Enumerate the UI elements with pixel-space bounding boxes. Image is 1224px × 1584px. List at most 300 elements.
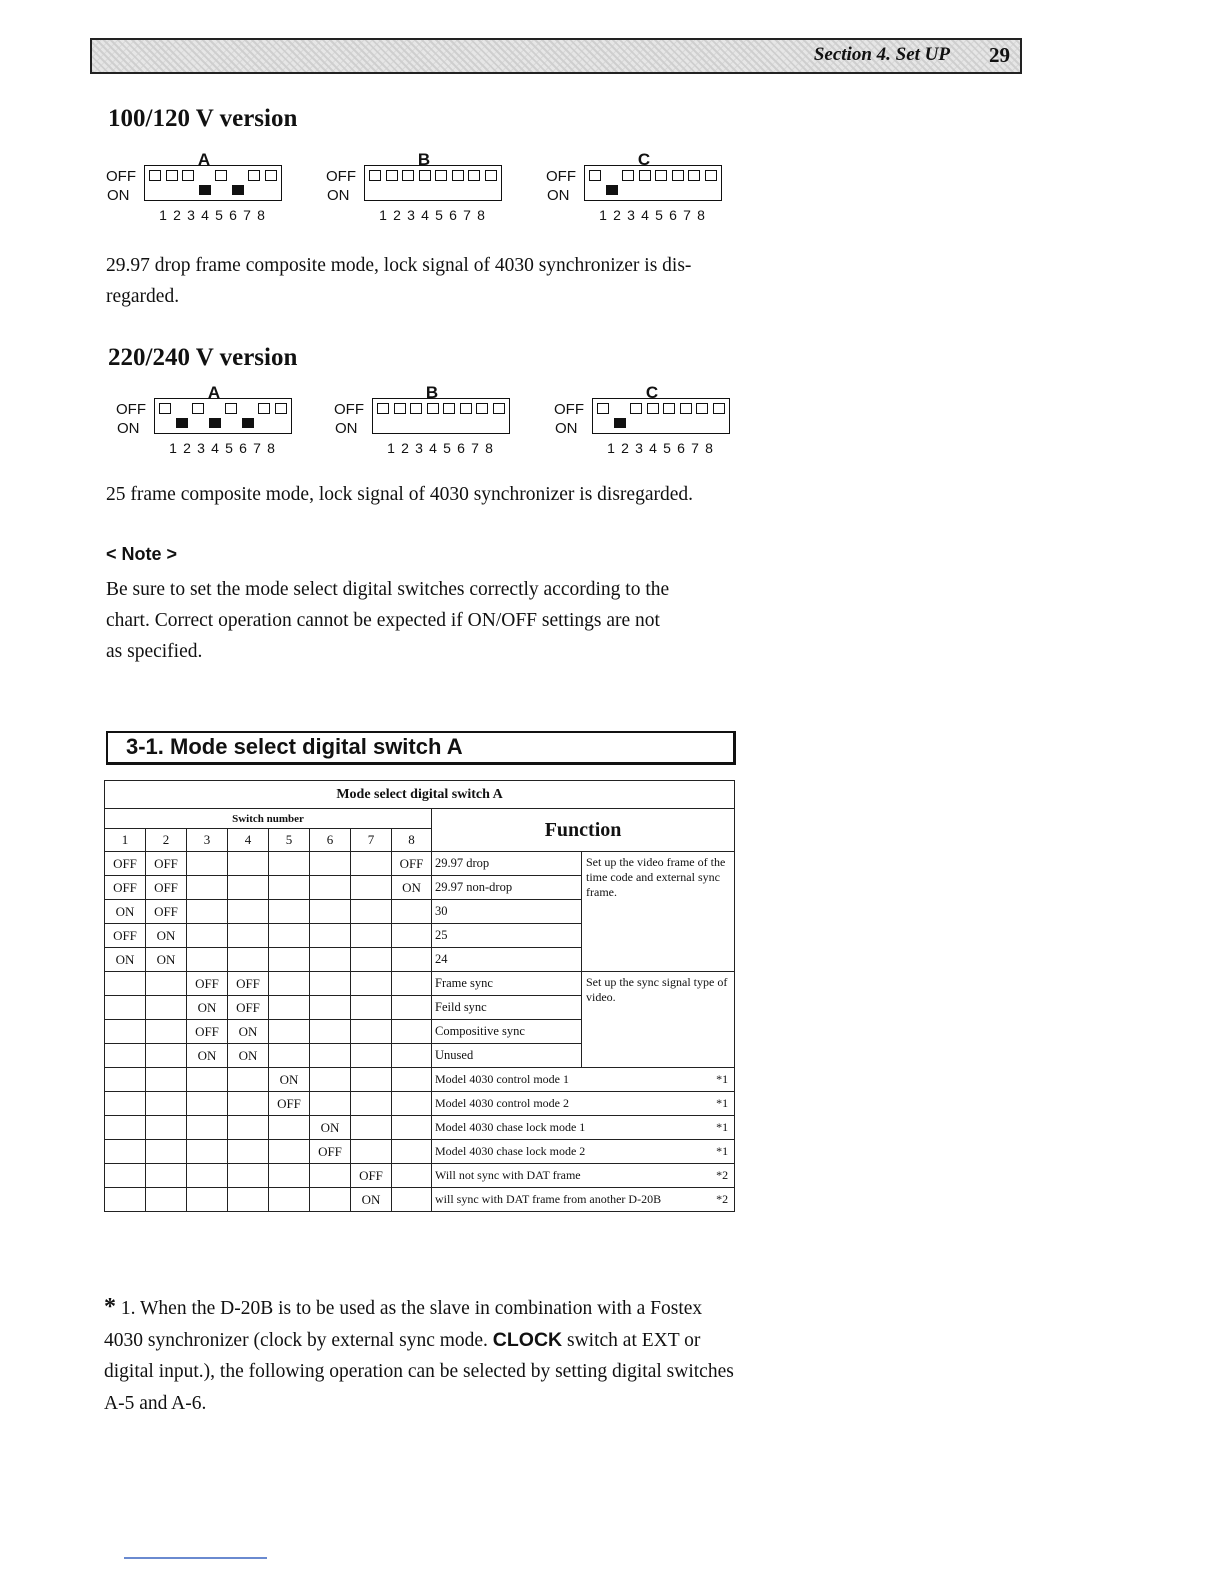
function-note: *2 xyxy=(716,1192,729,1206)
switch-setting-cell xyxy=(310,900,351,924)
frame-description: Set up the video frame of the time code and external sync frame. xyxy=(582,852,735,972)
switch-number: 8 xyxy=(477,207,485,223)
dip-position-3 xyxy=(402,170,414,181)
function-cell xyxy=(432,1068,735,1092)
dip-position-3 xyxy=(182,170,194,181)
switch-setting-cell: ON xyxy=(351,1188,392,1212)
switch-setting-cell xyxy=(269,972,310,996)
switch-setting-cell: OFF xyxy=(269,1092,310,1116)
note-line3: as specified. xyxy=(106,641,203,662)
switch-setting-cell xyxy=(269,852,310,876)
switch-col-header: 4 xyxy=(228,829,269,852)
dip-position-4 xyxy=(419,170,431,181)
page-header-bar xyxy=(90,38,1022,74)
switch-number: 1 xyxy=(607,440,615,456)
switch-setting-cell xyxy=(187,1068,228,1092)
switch-number: 2 xyxy=(401,440,409,456)
switch-number: 6 xyxy=(239,440,247,456)
switch-setting-cell xyxy=(187,1116,228,1140)
switch-on-label: ON xyxy=(547,187,570,204)
switch-setting-cell xyxy=(351,924,392,948)
switch-setting-cell xyxy=(310,1188,351,1212)
dip-position-6 xyxy=(232,185,244,195)
switch-setting-cell xyxy=(392,1092,432,1116)
switch-setting-cell xyxy=(392,1068,432,1092)
switch-number: 3 xyxy=(627,207,635,223)
switch-on-label: ON xyxy=(335,420,358,437)
switch-number: 8 xyxy=(257,207,265,223)
function-text: Model 4030 control mode 1 xyxy=(435,1072,569,1086)
switch-number: 2 xyxy=(183,440,191,456)
switch-on-label: ON xyxy=(555,420,578,437)
dip-position-8 xyxy=(705,170,717,181)
switch-setting-cell xyxy=(269,1116,310,1140)
switch-setting-cell xyxy=(269,876,310,900)
switch-setting-cell xyxy=(351,1092,392,1116)
dip-position-5 xyxy=(655,170,667,181)
switch-setting-cell xyxy=(269,1020,310,1044)
switch-setting-cell xyxy=(269,1188,310,1212)
function-cell: 25 xyxy=(432,924,582,948)
function-note: *1 xyxy=(716,1144,729,1158)
switch-setting-cell xyxy=(105,1164,146,1188)
dip-position-5 xyxy=(225,403,237,414)
footnote xyxy=(104,1292,744,1419)
switch-number: 6 xyxy=(457,440,465,456)
switch-setting-cell xyxy=(351,1140,392,1164)
switch-number: 3 xyxy=(197,440,205,456)
dip-position-7 xyxy=(476,403,488,414)
switch-setting-cell xyxy=(351,972,392,996)
switch-number: 4 xyxy=(649,440,657,456)
switch-setting-cell xyxy=(392,996,432,1020)
page-number: 29 xyxy=(989,43,1010,67)
switch-setting-cell xyxy=(310,1044,351,1068)
switch-setting-cell xyxy=(269,996,310,1020)
switch-col-header: 1 xyxy=(105,829,146,852)
dip-position-2 xyxy=(386,170,398,181)
switch-setting-cell xyxy=(392,948,432,972)
switch-setting-cell xyxy=(269,924,310,948)
switch-setting-cell: OFF xyxy=(187,972,228,996)
switch-number: 4 xyxy=(641,207,649,223)
dip-position-7 xyxy=(468,170,480,181)
switch-number: 2 xyxy=(613,207,621,223)
switch-setting-cell xyxy=(146,1140,187,1164)
dip-position-8 xyxy=(275,403,287,414)
switch-setting-cell xyxy=(392,1044,432,1068)
dip-position-5 xyxy=(215,170,227,181)
dip-position-4 xyxy=(639,170,651,181)
switch-setting-cell xyxy=(269,1164,310,1188)
function-cell: 29.97 non-drop xyxy=(432,876,582,900)
switch-number: 4 xyxy=(211,440,219,456)
dip-position-1 xyxy=(369,170,381,181)
switch-setting-cell xyxy=(392,1164,432,1188)
switch-setting-cell xyxy=(146,1116,187,1140)
function-cell: 29.97 drop xyxy=(432,852,582,876)
switch-setting-cell xyxy=(187,1164,228,1188)
dip-position-6 xyxy=(460,403,472,414)
switch-number: 1 xyxy=(599,207,607,223)
switch-number: 5 xyxy=(443,440,451,456)
table-row xyxy=(105,1068,735,1092)
switch-setting-cell xyxy=(351,852,392,876)
switch-setting-cell: ON xyxy=(105,948,146,972)
switch-number: 7 xyxy=(253,440,261,456)
caption-100v-line1: 29.97 drop frame composite mode, lock signal of 4030 synchronizer is dis- xyxy=(106,255,692,276)
switch-letter: A xyxy=(197,150,211,169)
switch-off-label: OFF xyxy=(334,401,364,418)
switch-setting-cell xyxy=(105,1092,146,1116)
switch-setting-cell xyxy=(105,1188,146,1212)
switch-setting-cell: ON xyxy=(146,924,187,948)
function-cell xyxy=(432,1092,735,1116)
function-cell: Feild sync xyxy=(432,996,582,1020)
footnote-star: * xyxy=(104,1294,116,1320)
switch-number: 8 xyxy=(705,440,713,456)
switch-number: 5 xyxy=(225,440,233,456)
switch-setting-cell xyxy=(228,1092,269,1116)
switch-number: 2 xyxy=(621,440,629,456)
switch-number: 2 xyxy=(173,207,181,223)
switch-setting-cell xyxy=(310,972,351,996)
switch-number: 1 xyxy=(169,440,177,456)
function-cell: Frame sync xyxy=(432,972,582,996)
switch-setting-cell xyxy=(146,1044,187,1068)
switch-setting-cell: OFF xyxy=(351,1164,392,1188)
switch-setting-cell xyxy=(105,996,146,1020)
switch-number: 1 xyxy=(379,207,387,223)
switch-number: 7 xyxy=(463,207,471,223)
table-row xyxy=(105,1140,735,1164)
switch-number: 6 xyxy=(449,207,457,223)
dip-position-2 xyxy=(614,418,626,428)
switch-setting-cell xyxy=(228,876,269,900)
switch-setting-cell: OFF xyxy=(146,900,187,924)
switch-letter: B xyxy=(417,150,431,169)
switch-number: 2 xyxy=(393,207,401,223)
switch-setting-cell xyxy=(228,900,269,924)
note-line1: Be sure to set the mode select digital switches correctly according to the xyxy=(106,579,670,600)
dip-position-4 xyxy=(209,418,221,428)
switch-setting-cell: OFF xyxy=(146,852,187,876)
dip-position-6 xyxy=(672,170,684,181)
switch-setting-cell xyxy=(105,1140,146,1164)
dip-position-2 xyxy=(606,185,618,195)
switch-on-label: ON xyxy=(327,187,350,204)
switch-col-header: 2 xyxy=(146,829,187,852)
table-row xyxy=(105,972,735,996)
switch-setting-cell xyxy=(392,900,432,924)
switch-body xyxy=(372,398,510,434)
switch-setting-cell xyxy=(392,1116,432,1140)
switch-setting-cell xyxy=(187,876,228,900)
switch-setting-cell xyxy=(310,1020,351,1044)
switch-setting-cell xyxy=(228,852,269,876)
switch-setting-cell xyxy=(187,1140,228,1164)
switch-setting-cell: OFF xyxy=(105,876,146,900)
switch-number: 3 xyxy=(187,207,195,223)
switch-setting-cell: OFF xyxy=(310,1140,351,1164)
switch-number-header: Switch number xyxy=(105,809,432,829)
dip-position-4 xyxy=(427,403,439,414)
switch-body xyxy=(584,165,722,201)
switch-number: 4 xyxy=(429,440,437,456)
switch-col-header: 7 xyxy=(351,829,392,852)
switch-col-header: 3 xyxy=(187,829,228,852)
switch-number: 4 xyxy=(421,207,429,223)
switch-setting-cell: ON xyxy=(146,948,187,972)
switch-number: 5 xyxy=(435,207,443,223)
dip-position-5 xyxy=(435,170,447,181)
switch-number: 8 xyxy=(267,440,275,456)
page-rule xyxy=(124,1557,267,1559)
switch-setting-cell xyxy=(392,924,432,948)
table-row xyxy=(105,1116,735,1140)
switch-number: 1 xyxy=(387,440,395,456)
switch-off-label: OFF xyxy=(546,168,576,185)
dip-position-7 xyxy=(248,170,260,181)
note-title: < Note > xyxy=(106,544,178,564)
heading-220-240v: 220/240 V version xyxy=(108,344,298,371)
switch-setting-cell xyxy=(392,972,432,996)
switch-number: 7 xyxy=(683,207,691,223)
switch-setting-cell xyxy=(187,924,228,948)
footnote-tail: switch at EXT or digital input.), the following operation can be selected by setting digital switches A-5 and A-6. xyxy=(104,1329,734,1414)
function-note: *1 xyxy=(716,1120,729,1134)
switch-setting-cell xyxy=(105,972,146,996)
switch-number: 5 xyxy=(655,207,663,223)
switch-setting-cell xyxy=(392,1020,432,1044)
switch-on-label: ON xyxy=(117,420,140,437)
switch-setting-cell: ON xyxy=(310,1116,351,1140)
switch-setting-cell xyxy=(187,948,228,972)
switch-setting-cell: ON xyxy=(228,1020,269,1044)
switch-setting-cell: ON xyxy=(105,900,146,924)
dip-position-3 xyxy=(630,403,642,414)
dip-position-2 xyxy=(166,170,178,181)
dip-position-3 xyxy=(410,403,422,414)
dip-position-6 xyxy=(680,403,692,414)
dip-position-2 xyxy=(394,403,406,414)
switch-setting-cell xyxy=(269,948,310,972)
switch-numbers xyxy=(156,207,268,223)
switch-letter: A xyxy=(207,383,221,402)
mode-select-table xyxy=(104,780,735,1212)
switch-setting-cell xyxy=(187,900,228,924)
caption-220v: 25 frame composite mode, lock signal of 4030 synchronizer is disregarded. xyxy=(106,484,694,505)
switch-setting-cell xyxy=(392,1140,432,1164)
switch-setting-cell xyxy=(392,1188,432,1212)
switch-setting-cell xyxy=(269,900,310,924)
function-text: will sync with DAT frame from another D-20B xyxy=(435,1192,662,1206)
function-cell: 24 xyxy=(432,948,582,972)
switch-setting-cell xyxy=(310,948,351,972)
switch-setting-cell xyxy=(351,1044,392,1068)
table-row xyxy=(105,1188,735,1212)
function-text: Model 4030 chase lock mode 2 xyxy=(435,1144,586,1158)
switch-setting-cell: OFF xyxy=(228,996,269,1020)
function-note: *2 xyxy=(716,1168,729,1182)
switch-off-label: OFF xyxy=(326,168,356,185)
switch-setting-cell: OFF xyxy=(105,924,146,948)
switch-setting-cell: ON xyxy=(187,1044,228,1068)
dip-position-8 xyxy=(713,403,725,414)
section-title-box xyxy=(106,731,736,765)
function-text: Model 4030 chase lock mode 1 xyxy=(435,1120,586,1134)
switch-col-header: 8 xyxy=(392,829,432,852)
switch-number: 1 xyxy=(159,207,167,223)
switch-setting-cell xyxy=(146,996,187,1020)
switch-letter: C xyxy=(645,383,659,402)
switch-setting-cell xyxy=(351,900,392,924)
dip-position-5 xyxy=(663,403,675,414)
function-cell xyxy=(432,1116,735,1140)
switch-setting-cell xyxy=(228,948,269,972)
switch-setting-cell xyxy=(146,1188,187,1212)
switch-off-label: OFF xyxy=(554,401,584,418)
switch-on-label: ON xyxy=(107,187,130,204)
switch-numbers xyxy=(384,440,496,456)
switch-number: 6 xyxy=(669,207,677,223)
function-cell: Unused xyxy=(432,1044,582,1068)
dip-position-7 xyxy=(258,403,270,414)
switch-setting-cell: ON xyxy=(392,876,432,900)
dip-position-1 xyxy=(149,170,161,181)
switch-setting-cell xyxy=(310,876,351,900)
function-text: Will not sync with DAT frame xyxy=(435,1168,581,1182)
dip-position-6 xyxy=(452,170,464,181)
switch-setting-cell xyxy=(105,1044,146,1068)
switch-number: 6 xyxy=(229,207,237,223)
caption-100v-line2: regarded. xyxy=(106,286,180,307)
switch-setting-cell xyxy=(228,1188,269,1212)
table-title: Mode select digital switch A xyxy=(105,781,735,809)
switch-setting-cell: OFF xyxy=(187,1020,228,1044)
table-row xyxy=(105,852,735,876)
dip-position-8 xyxy=(265,170,277,181)
switch-number: 8 xyxy=(697,207,705,223)
dip-position-1 xyxy=(377,403,389,414)
switch-col-header: 6 xyxy=(310,829,351,852)
switch-col-header: 5 xyxy=(269,829,310,852)
switch-setting-cell xyxy=(269,1140,310,1164)
switch-setting-cell xyxy=(187,1188,228,1212)
dip-position-7 xyxy=(688,170,700,181)
switch-number: 8 xyxy=(485,440,493,456)
switch-setting-cell: OFF xyxy=(392,852,432,876)
section-heading: 3-1. Mode select digital switch A xyxy=(126,734,463,759)
table-row xyxy=(105,1164,735,1188)
dip-position-7 xyxy=(696,403,708,414)
switch-setting-cell xyxy=(228,1140,269,1164)
dip-position-8 xyxy=(493,403,505,414)
switch-setting-cell xyxy=(310,852,351,876)
switch-number: 4 xyxy=(201,207,209,223)
switch-setting-cell xyxy=(146,972,187,996)
switch-setting-cell xyxy=(269,1044,310,1068)
dip-position-1 xyxy=(589,170,601,181)
switch-off-label: OFF xyxy=(116,401,146,418)
switch-setting-cell xyxy=(310,1068,351,1092)
function-note: *1 xyxy=(716,1096,729,1110)
switch-setting-cell xyxy=(351,996,392,1020)
heading-100-120v: 100/120 V version xyxy=(108,105,298,132)
dip-position-4 xyxy=(647,403,659,414)
switch-number: 7 xyxy=(691,440,699,456)
function-text: Model 4030 control mode 2 xyxy=(435,1096,569,1110)
switch-setting-cell xyxy=(228,1164,269,1188)
switch-number: 6 xyxy=(677,440,685,456)
note-line2: chart. Correct operation cannot be expected if ON/OFF settings are not xyxy=(106,610,660,631)
switch-setting-cell xyxy=(228,1068,269,1092)
dip-position-6 xyxy=(242,418,254,428)
switch-body xyxy=(154,398,292,434)
switch-numbers xyxy=(376,207,488,223)
switch-setting-cell xyxy=(310,996,351,1020)
dip-position-8 xyxy=(485,170,497,181)
section-title: Section 4. Set UP xyxy=(813,44,950,65)
function-cell: 30 xyxy=(432,900,582,924)
dip-position-3 xyxy=(622,170,634,181)
switch-setting-cell xyxy=(310,1092,351,1116)
switch-body xyxy=(144,165,282,201)
switch-setting-cell: ON xyxy=(187,996,228,1020)
switch-setting-cell: OFF xyxy=(105,852,146,876)
switch-numbers xyxy=(596,207,708,223)
switch-number: 5 xyxy=(215,207,223,223)
sync-description: Set up the sync signal type of video. xyxy=(582,972,735,1068)
switch-number: 7 xyxy=(471,440,479,456)
dip-position-5 xyxy=(443,403,455,414)
switch-numbers xyxy=(604,440,716,456)
switch-setting-cell xyxy=(228,924,269,948)
switch-setting-cell xyxy=(310,1164,351,1188)
footnote-lead: 1. When the D-20B is to be used as the slave in combination with a Fostex 4030 synchronizer (clock by external sync mode. xyxy=(104,1298,703,1351)
function-cell xyxy=(432,1188,735,1212)
switch-numbers xyxy=(166,440,278,456)
switch-off-label: OFF xyxy=(106,168,136,185)
switch-setting-cell: ON xyxy=(228,1044,269,1068)
switch-body xyxy=(364,165,502,201)
switch-number: 3 xyxy=(635,440,643,456)
switch-setting-cell: ON xyxy=(269,1068,310,1092)
function-header: Function xyxy=(432,809,735,852)
switch-number: 3 xyxy=(415,440,423,456)
switch-number: 3 xyxy=(407,207,415,223)
function-cell xyxy=(432,1140,735,1164)
footnote-clock: CLOCK xyxy=(492,1328,563,1351)
dip-position-2 xyxy=(176,418,188,428)
switch-setting-cell xyxy=(187,1092,228,1116)
switch-setting-cell xyxy=(351,948,392,972)
function-cell xyxy=(432,1164,735,1188)
switch-setting-cell xyxy=(351,876,392,900)
function-cell: Compositive sync xyxy=(432,1020,582,1044)
switch-setting-cell xyxy=(105,1068,146,1092)
switch-number: 5 xyxy=(663,440,671,456)
switch-setting-cell xyxy=(146,1020,187,1044)
table-row xyxy=(105,1092,735,1116)
dip-position-4 xyxy=(199,185,211,195)
switch-body xyxy=(592,398,730,434)
switch-setting-cell xyxy=(228,1116,269,1140)
switch-setting-cell xyxy=(187,852,228,876)
switch-setting-cell: OFF xyxy=(228,972,269,996)
switch-setting-cell xyxy=(105,1020,146,1044)
switch-setting-cell xyxy=(146,1068,187,1092)
